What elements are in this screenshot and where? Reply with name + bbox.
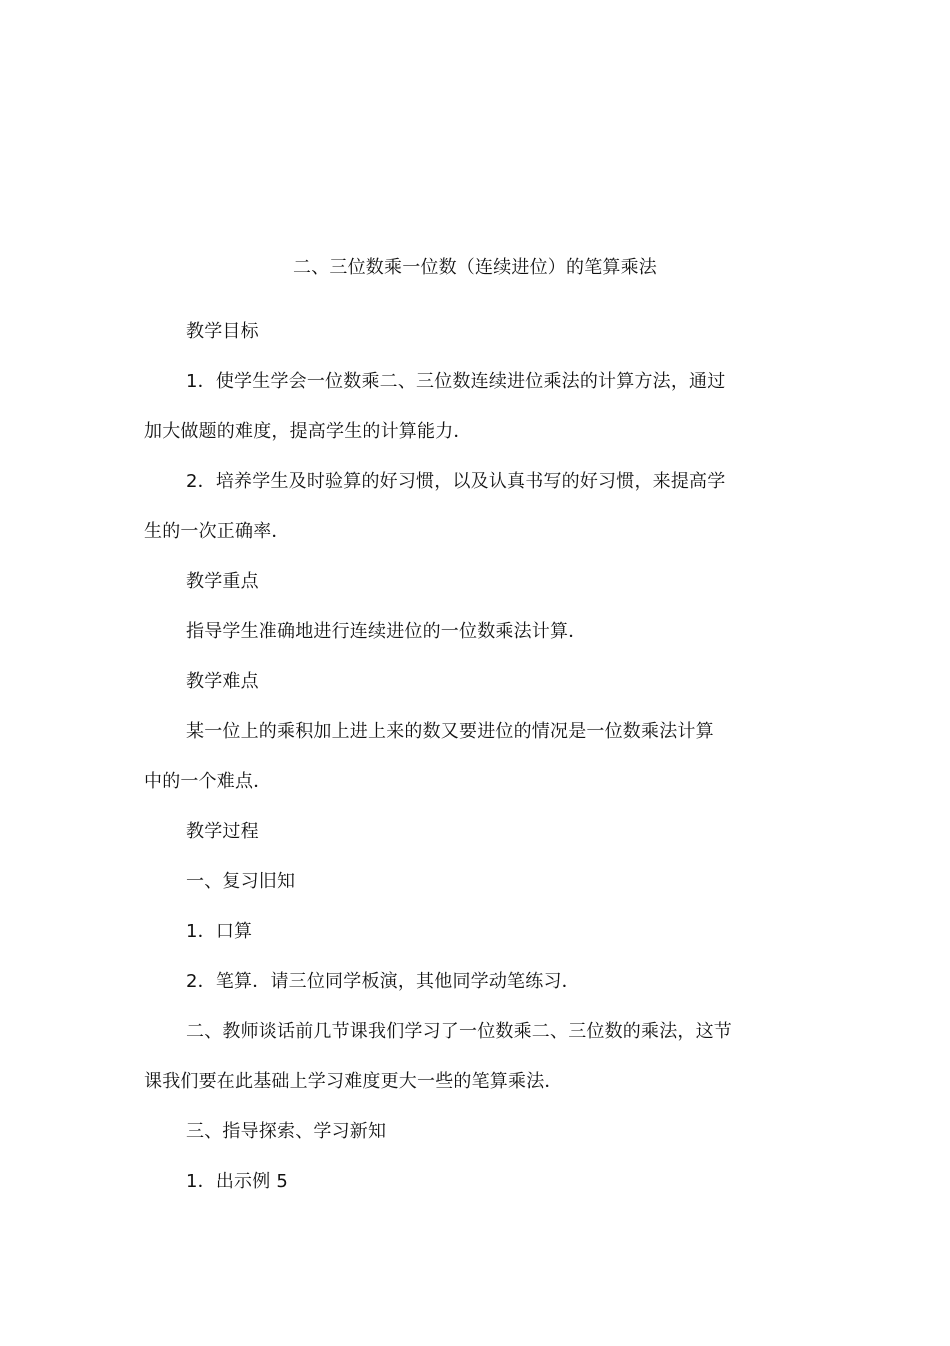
heading-teaching-focus: 教学重点 [186,571,259,592]
focus-text: 指导学生准确地进行连续进位的一位数乘法计算． [186,621,587,642]
section-teacher-talk-line-1: 二、教师谈话前几节课我们学习了一位数乘二、三位数的乘法，这节 [186,1021,732,1042]
goal-1-line-2: 加大做题的难度，提高学生的计算能力． [144,421,472,442]
heading-teaching-process: 教学过程 [186,821,259,842]
explore-item-1: 1．出示例 5 [186,1171,289,1192]
difficulty-line-1: 某一位上的乘积加上进上来的数又要进位的情况是一位数乘法计算 [186,721,714,742]
goal-1-line-1: 1．使学生学会一位数乘二、三位数连续进位乘法的计算方法，通过 [186,371,726,392]
section-teacher-talk-line-2: 课我们要在此基础上学习难度更大一些的笔算乘法． [144,1071,563,1092]
heading-teaching-goals: 教学目标 [186,321,259,342]
review-item-2: 2．笔算．请三位同学板演，其他同学动笔练习． [186,971,580,992]
heading-teaching-difficulty: 教学难点 [186,671,259,692]
review-item-1: 1．口算 [186,921,253,942]
section-explore: 三、指导探索、学习新知 [186,1121,387,1142]
goal-2-line-2: 生的一次正确率． [144,521,290,542]
goal-2-line-1: 2．培养学生及时验算的好习惯，以及认真书写的好习惯，来提高学 [186,471,726,492]
section-review: 一、复习旧知 [186,871,296,892]
document-title: 二、三位数乘一位数（连续进位）的笔算乘法 [293,257,657,278]
difficulty-line-2: 中的一个难点． [144,771,272,792]
